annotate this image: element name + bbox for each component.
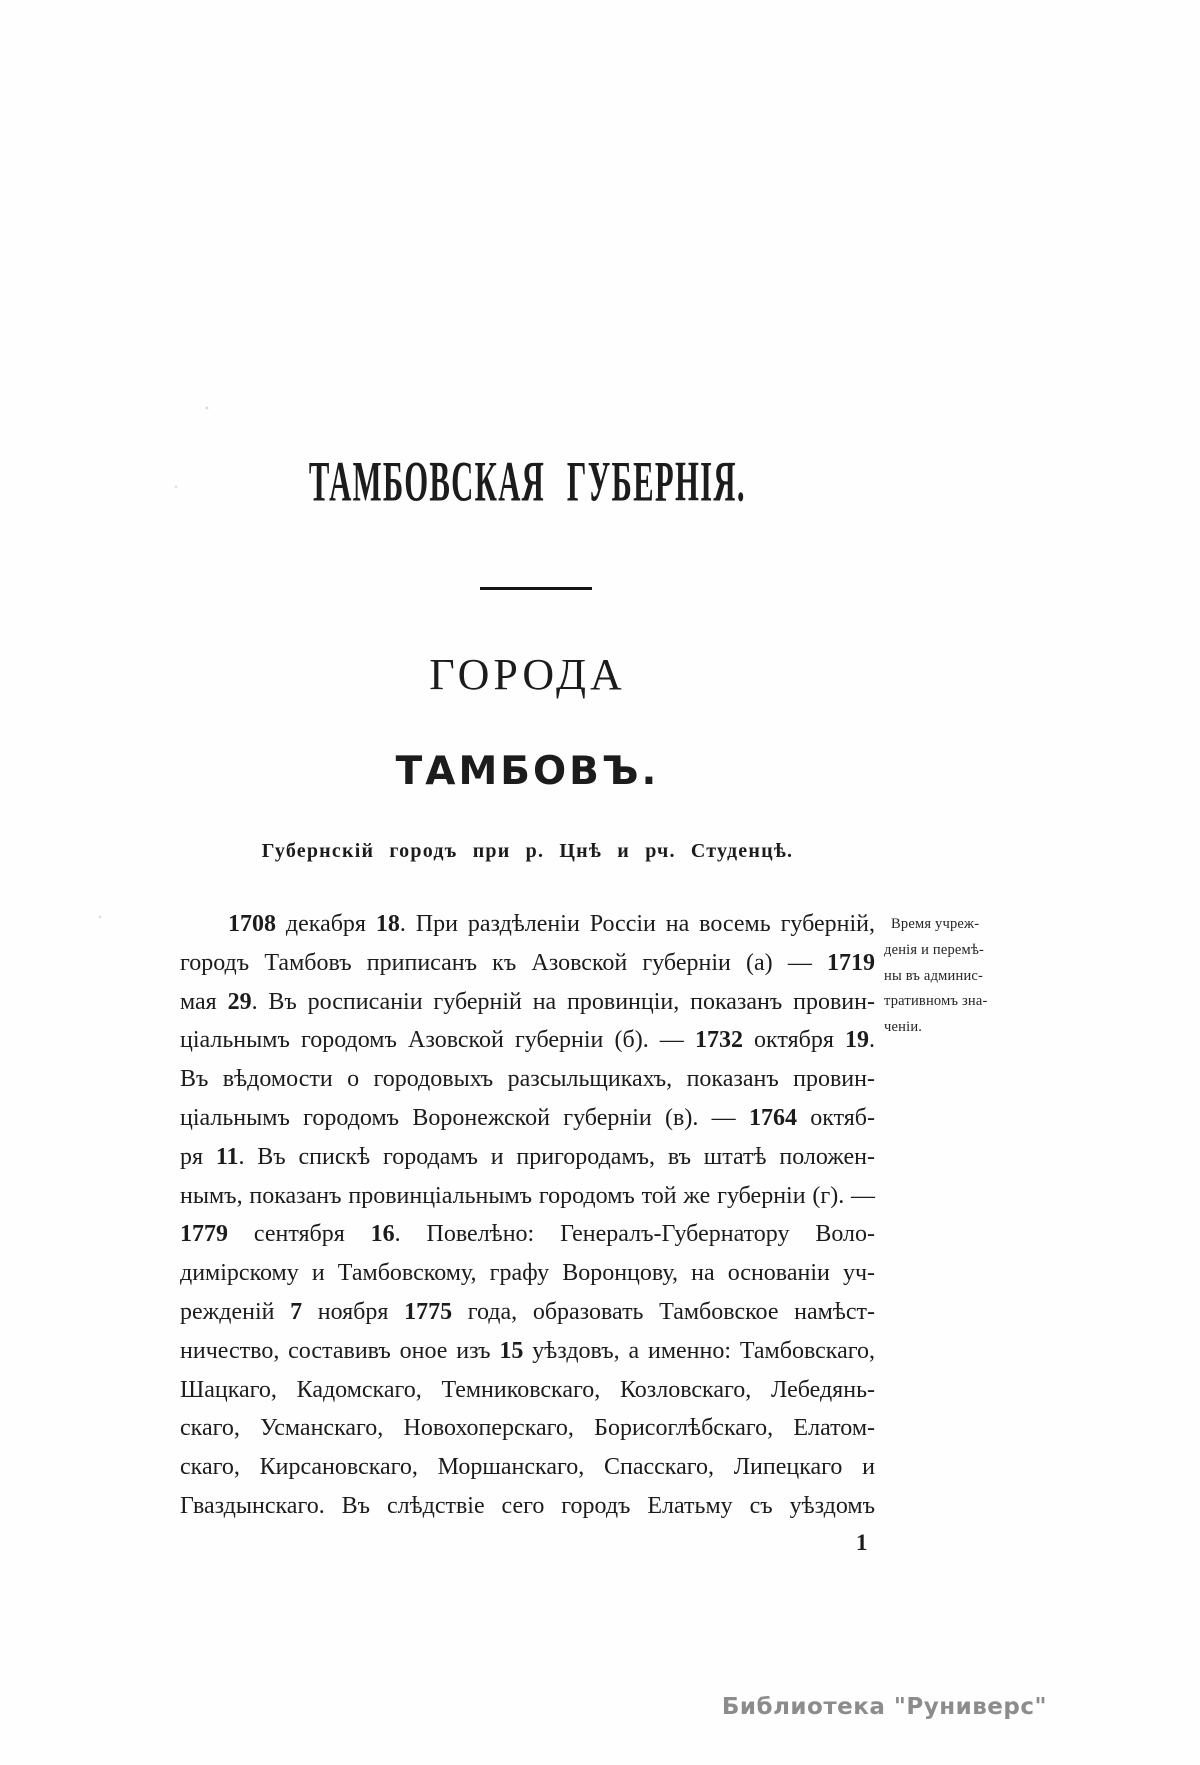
body-line: скаго, Усманскаго, Новохоперскаго, Борисоглѣбскаго, Елатом- <box>180 1415 875 1442</box>
margin-note <box>884 912 1010 1041</box>
body-paragraph <box>180 905 875 1526</box>
margin-note-line: Время учреж- <box>891 916 980 932</box>
body-line: 1708 декабря 18. При раздѣленіи Россіи на восемь губерній, <box>228 911 875 937</box>
body-line: нымъ, показанъ провинціальнымъ городомъ той же губерніи (г). — <box>180 1182 875 1209</box>
body-line: 1779 сентября 16. Повелѣно: Генералъ-Губернатору Воло- <box>180 1221 875 1248</box>
body-line: мая 29. Въ росписаніи губерній на провинціи, показанъ провин- <box>180 988 875 1015</box>
body-line: Шацкаго, Кадомскаго, Темниковскаго, Козловскаго, Лебедянь- <box>180 1376 875 1403</box>
body-line: ря 11. Въ спискѣ городамъ и пригородамъ, въ штатѣ положен- <box>180 1143 876 1170</box>
body-line: димірскому и Тамбовскому, графу Воронцову, на основаніи уч- <box>180 1260 875 1287</box>
region-title <box>180 448 875 518</box>
body-line: Въ вѣдомости о городовыхъ разсыльщикахъ, показанъ провин- <box>180 1066 875 1093</box>
library-watermark: Библиотека "Руниверс" <box>721 1694 1047 1720</box>
body-line: ничество, составивъ оное изъ 15 уѣздовъ, а именно: Тамбовскаго, <box>180 1337 875 1364</box>
body-line: ціальнымъ городомъ Азовской губерніи (б). — 1732 октября 19. <box>180 1027 875 1054</box>
body-line: ціальнымъ городомъ Воронежской губерніи (в). — 1764 октяб- <box>180 1104 875 1131</box>
margin-note-line: ны въ админис- <box>884 967 984 984</box>
region-title-text: ТАМБОВСКАЯ ГУБЕРНІЯ. <box>309 451 746 514</box>
margin-note-line: тративномъ зна- <box>884 993 988 1010</box>
margin-note-line: ченіи. <box>884 1019 923 1036</box>
body-line: режденій 7 ноября 1775 года, образовать Тамбовское намѣст- <box>180 1298 875 1325</box>
page-number: 1 <box>856 1530 868 1555</box>
body-line: скаго, Кирсановскаго, Моршанскаго, Спасскаго, Липецкаго и <box>180 1454 875 1481</box>
city-heading-tambov: ТАМБОВЪ. <box>395 749 660 794</box>
title-divider-rule <box>480 587 592 590</box>
body-line: Гваздынскаго. Въ слѣдствіе сего городъ Елатьму съ уѣздомъ <box>180 1492 875 1519</box>
margin-note-line: денія и перемѣ- <box>884 941 985 958</box>
city-subtitle: Губернскій городъ при р. Цнѣ и рч. Студенцѣ. <box>261 840 794 862</box>
body-line: городъ Тамбовъ приписанъ къ Азовской губерніи (а) — 1719 <box>180 949 875 976</box>
section-heading-cities: ГОРОДА <box>429 650 626 699</box>
